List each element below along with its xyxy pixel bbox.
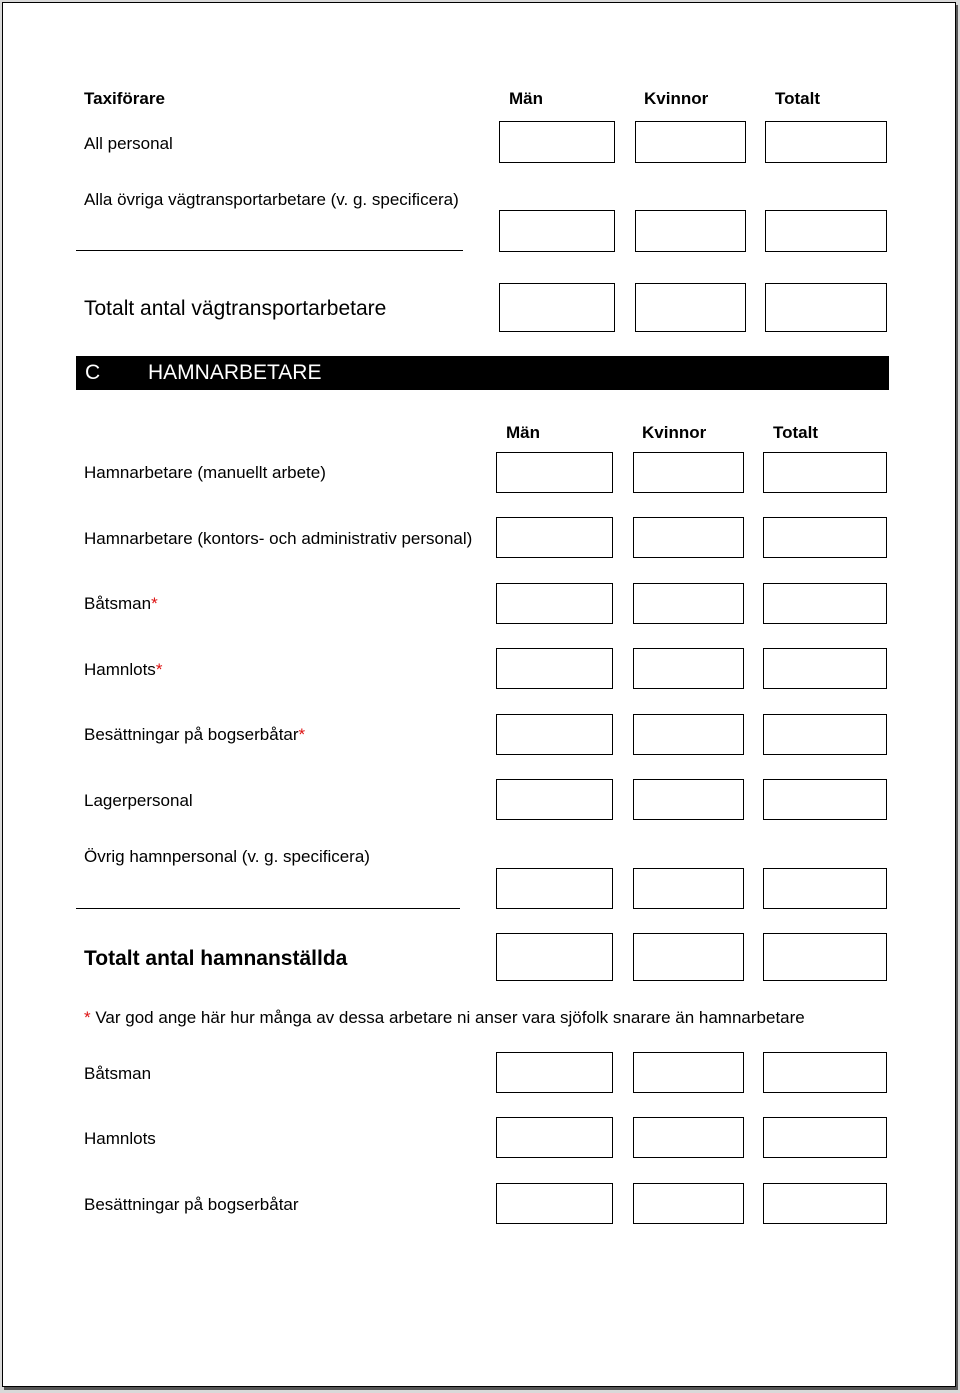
- input-all-staff-women[interactable]: [635, 121, 746, 163]
- col-header-women: Kvinnor: [644, 89, 709, 108]
- input-seafarer-tug-crew-total[interactable]: [763, 1183, 887, 1224]
- input-seafarer-boatswain-men[interactable]: [496, 1052, 613, 1093]
- input-boatswain-men[interactable]: [496, 583, 613, 624]
- row-label-manual: Hamnarbetare (manuellt arbete): [84, 463, 326, 482]
- input-total-port-total[interactable]: [763, 933, 887, 981]
- section-c-letter: C: [85, 361, 101, 384]
- input-tug-crew-women[interactable]: [633, 714, 744, 755]
- section-c-header: [76, 356, 889, 390]
- asterisk-mark: *: [298, 725, 306, 744]
- specify-line-port[interactable]: [76, 908, 460, 909]
- row-label-warehouse: Lagerpersonal: [84, 791, 193, 810]
- row-label-boatswain: Båtsman*: [84, 594, 158, 613]
- row-label-seafarer-pilot: Hamnlots: [84, 1129, 156, 1148]
- input-seafarer-tug-crew-women[interactable]: [633, 1183, 744, 1224]
- input-tug-crew-total[interactable]: [763, 714, 887, 755]
- col-header-men: Män: [509, 89, 543, 108]
- row-label-all-staff: All personal: [84, 134, 173, 153]
- input-warehouse-men[interactable]: [496, 779, 613, 820]
- asterisk-mark: *: [155, 660, 163, 679]
- c-col-header-total: Totalt: [773, 423, 819, 442]
- input-office-total[interactable]: [763, 517, 887, 558]
- input-manual-men[interactable]: [496, 452, 613, 493]
- input-seafarer-pilot-women[interactable]: [633, 1117, 744, 1158]
- asterisk-mark: *: [84, 1008, 91, 1027]
- section-c-title: HAMNARBETARE: [148, 361, 322, 384]
- row-label-tug-crew: Besättningar på bogserbåtar*: [84, 725, 306, 744]
- input-boatswain-women[interactable]: [633, 583, 744, 624]
- row-label-other-road: Alla övriga vägtransportarbetare (v. g. specificera): [84, 190, 459, 209]
- input-other-road-women[interactable]: [635, 210, 746, 252]
- input-other-port-total[interactable]: [763, 868, 887, 909]
- c-col-header-men: Män: [506, 423, 540, 442]
- input-other-road-total[interactable]: [765, 210, 887, 252]
- row-label-seafarer-boatswain: Båtsman: [84, 1064, 152, 1083]
- input-seafarer-boatswain-women[interactable]: [633, 1052, 744, 1093]
- row-label-total-road: Totalt antal vägtransportarbetare: [84, 297, 387, 320]
- footnote: * Var god ange här hur många av dessa arbetare ni anser vara sjöfolk snarare än hamnarbetare: [84, 1008, 805, 1027]
- input-total-port-women[interactable]: [633, 933, 744, 981]
- input-manual-total[interactable]: [763, 452, 887, 493]
- input-warehouse-total[interactable]: [763, 779, 887, 820]
- input-total-port-men[interactable]: [496, 933, 613, 981]
- input-office-women[interactable]: [633, 517, 744, 558]
- form-page: [2, 2, 956, 1387]
- row-label-office: Hamnarbetare (kontors- och administrativ personal): [84, 529, 473, 548]
- input-all-staff-men[interactable]: [499, 121, 615, 163]
- input-total-road-men[interactable]: [499, 283, 615, 332]
- input-seafarer-pilot-total[interactable]: [763, 1117, 887, 1158]
- row-label-other-port: Övrig hamnpersonal (v. g. specificera): [84, 847, 370, 866]
- input-boatswain-total[interactable]: [763, 583, 887, 624]
- input-manual-women[interactable]: [633, 452, 744, 493]
- input-warehouse-women[interactable]: [633, 779, 744, 820]
- input-office-men[interactable]: [496, 517, 613, 558]
- asterisk-mark: *: [151, 594, 158, 613]
- row-label-pilot: Hamnlots*: [84, 660, 163, 679]
- input-seafarer-tug-crew-men[interactable]: [496, 1183, 613, 1224]
- section-title-taxi: Taxiförare: [84, 89, 165, 108]
- c-col-header-women: Kvinnor: [642, 423, 707, 442]
- row-label-seafarer-tug-crew: Besättningar på bogserbåtar: [84, 1195, 299, 1214]
- input-seafarer-pilot-men[interactable]: [496, 1117, 613, 1158]
- input-all-staff-total[interactable]: [765, 121, 887, 163]
- row-label-total-port: Totalt antal hamnanställda: [84, 947, 348, 970]
- input-seafarer-boatswain-total[interactable]: [763, 1052, 887, 1093]
- input-tug-crew-men[interactable]: [496, 714, 613, 755]
- input-other-port-men[interactable]: [496, 868, 613, 909]
- input-other-road-men[interactable]: [499, 210, 615, 252]
- col-header-total: Totalt: [775, 89, 821, 108]
- input-total-road-total[interactable]: [765, 283, 887, 332]
- input-pilot-total[interactable]: [763, 648, 887, 689]
- input-total-road-women[interactable]: [635, 283, 746, 332]
- input-pilot-women[interactable]: [633, 648, 744, 689]
- specify-line-road[interactable]: [76, 250, 463, 251]
- input-pilot-men[interactable]: [496, 648, 613, 689]
- input-other-port-women[interactable]: [633, 868, 744, 909]
